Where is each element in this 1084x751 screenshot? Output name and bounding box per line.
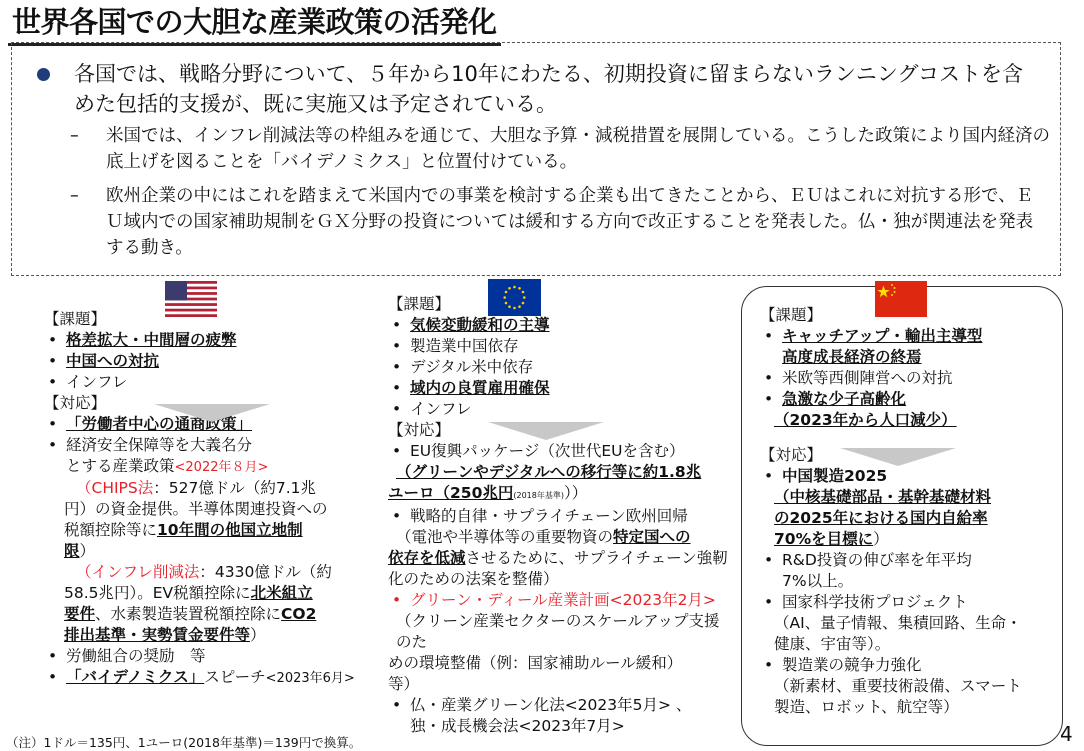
eu-issue: • 域内の良質雇用確保	[392, 379, 550, 397]
us-issue: • 中国への対抗	[48, 352, 160, 370]
cn-response-detail: （新素材、重要技術設備、スマート 製造、ロボット、航空等）	[774, 677, 1022, 716]
us-issue: • 格差拡大・中間層の疲弊	[48, 331, 237, 349]
summary-box	[11, 42, 1061, 276]
us-issue: • インフレ	[48, 373, 128, 391]
cn-down-arrow-icon	[840, 448, 956, 466]
cn-response-detail: （中核基礎部品・基幹基礎材料 の2025年における国内自給率 70%を目標に）	[774, 488, 992, 548]
eu-response-detail: （グリーンやデジタルへの移行等に約1.8兆 ユーロ（250兆円(2018年基準)））	[388, 463, 702, 502]
eu-response: • 戦略的自律・サプライチェーン欧州回帰	[392, 507, 688, 525]
eu-issue: • 製造業中国依存	[392, 337, 519, 355]
cn-response-detail: （AI、量子情報、集積回路、生命・ 健康、宇宙等）。	[774, 614, 1022, 653]
us-response: • 「バイデノミクス」スピーチ<2023年6月>	[48, 668, 355, 686]
eu-response: • グリーン・ディール産業計画<2023年2月>	[392, 591, 716, 609]
eu-issue: • 気候変動緩和の主導	[392, 316, 550, 334]
cn-response: • R&D投資の伸び率を年平均 7%以上。	[764, 551, 972, 590]
page-number: 4	[1060, 722, 1073, 746]
us-down-arrow-icon	[154, 404, 270, 422]
us-response: • 経済安全保障等を大義名分 とする産業政策<2022年８月>	[48, 436, 269, 475]
eu-response: • EU復興パッケージ（次世代EUを含む）	[392, 442, 685, 460]
us-response: • 「労働者中心の通商政策」	[48, 415, 253, 433]
summary-main-text: 各国では、戦略分野について、５年から10年にわたる、初期投資に留まらないランニングコストを含めた包括的支援が、既に実施又は予定されている。	[74, 62, 1024, 116]
cn-issue: • キャッチアップ・輸出主導型 高度成長経済の終焉	[764, 327, 983, 366]
eu-down-arrow-icon	[488, 422, 604, 440]
cn-response: • 国家科学技術プロジェクト	[764, 593, 968, 611]
us-chips: （CHIPS法：527億ドル（約7.1兆 円）の資金提供。半導体関連投資への 税額控除等に10年間の他国立地制 限）	[64, 479, 328, 560]
eu-issue: • デジタル米中依存	[392, 358, 534, 376]
eu-response-detail: （クリーン産業セクターのスケールアップ支援のた めの環境整備（例：国家補助ルール緩和） 等）	[388, 612, 720, 693]
eu-response-detail: （電池や半導体等の重要物資の特定国への 依存を低減させるために、サプライチェーン強靭 化のための法案を整備）	[388, 528, 728, 588]
cn-issue: • 急激な少子高齢化	[764, 390, 907, 408]
cn-response: • 中国製造2025	[764, 467, 888, 485]
us-ira: （インフレ削減法：4330億ドル（約 58.5兆円）。EV税額控除に北米組立 要件、水素製造装置税額控除にCO2 排出基準・実勢賃金要件等）	[64, 563, 332, 644]
us-column: 【課題】 • 格差拡大・中間層の疲弊 • 中国への対抗 • インフレ 【対応】 • 「労働者中心の通商政策」 • 経済安全保障等を大義名分 とする産業政策<2022年８月> （CHIPS法：527億ドル（約7.1兆 円）の資金提供。半導体関連投資への 税額控除等に10年間の他国立地制 限） （インフレ削減法：4330億ドル（約 58.5兆円）。EV税額控除に北米組立 要件、水素製造装置税額控除にCO2 排出基準・実勢賃金要件等） • 労働組合の奨励 等 • 「バイデノミクス」スピーチ<2023年6月>	[44, 309, 364, 689]
eu-issue: • インフレ	[392, 400, 472, 418]
bullet-dot-icon	[37, 68, 50, 81]
summary-sub-eu: – 欧州企業の中にはこれを踏まえて米国内での事業を検討する企業も出てきたことから、ＥＵはこれに対抗する形で、ＥＵ域内での国家補助規制をＧＸ分野の投資については緩和する方向で改正することを発表した。仏・独が関連法を発表する動き。	[70, 186, 1034, 258]
china-column: 【課題】 • キャッチアップ・輸出主導型 高度成長経済の終焉 • 米欧等西側陣営への対抗 • 急激な少子高齢化 （2023年から人口減少） 【対応】 • 中国製造2025 （中核基礎部品・基幹基礎材料 の2025年における国内自給率 70%を目標に） • R&D投資の伸び率を年平均 7%以上。 • 国家科学技術プロジェクト （AI、量子情報、集積回路、生命・ 健康、宇宙等）。 • 製造業の競争力強化 （新素材、重要技術設備、スマート 製造、ロボット、航空等）	[760, 305, 1055, 718]
footnote: （注）1ドル＝135円、1ユーロ(2018年基準)＝139円で換算。	[6, 735, 362, 750]
eu-response: • 仏・産業グリーン化法<2023年5月> 、 独・成長機会法<2023年7月>	[392, 696, 692, 735]
summary-sub-us: – 米国では、インフレ削減法等の枠組みを通じて、大胆な予算・減税措置を展開している。こうした政策により国内経済の底上げを図ることを「バイデノミクス」と位置付けている。	[70, 126, 1050, 172]
eu-column: 【課題】 • 気候変動緩和の主導 • 製造業中国依存 • デジタル米中依存 • 域内の良質雇用確保 • インフレ 【対応】 • EU復興パッケージ（次世代EUを含む） （グリーンやデジタルへの移行等に約1.8兆 ユーロ（250兆円(2018年基準)）） • 戦略的自律・サプライチェーン欧州回帰 （電池や半導体等の重要物資の特定国への 依存を低減させるために、サプライチェーン強靭 化のための法案を整備） • グリーン・ディール産業計画<2023年2月> （クリーン産業セクターのスケールアップ支援のた めの環境整備（例：国家補助ルール緩和） 等） • 仏・産業グリーン化法<2023年5月> 、 独・成長機会法<2023年7月>	[388, 294, 733, 737]
cn-issue-detail: （2023年から人口減少）	[774, 411, 957, 429]
cn-issue: • 米欧等西側陣営への対抗	[764, 369, 953, 387]
page-title: 世界各国での大胆な産業政策の活発化	[8, 0, 501, 46]
summary-main-bullet	[42, 59, 1032, 119]
us-response: • 労働組合の奨励 等	[48, 647, 206, 665]
cn-response: • 製造業の競争力強化	[764, 656, 922, 674]
